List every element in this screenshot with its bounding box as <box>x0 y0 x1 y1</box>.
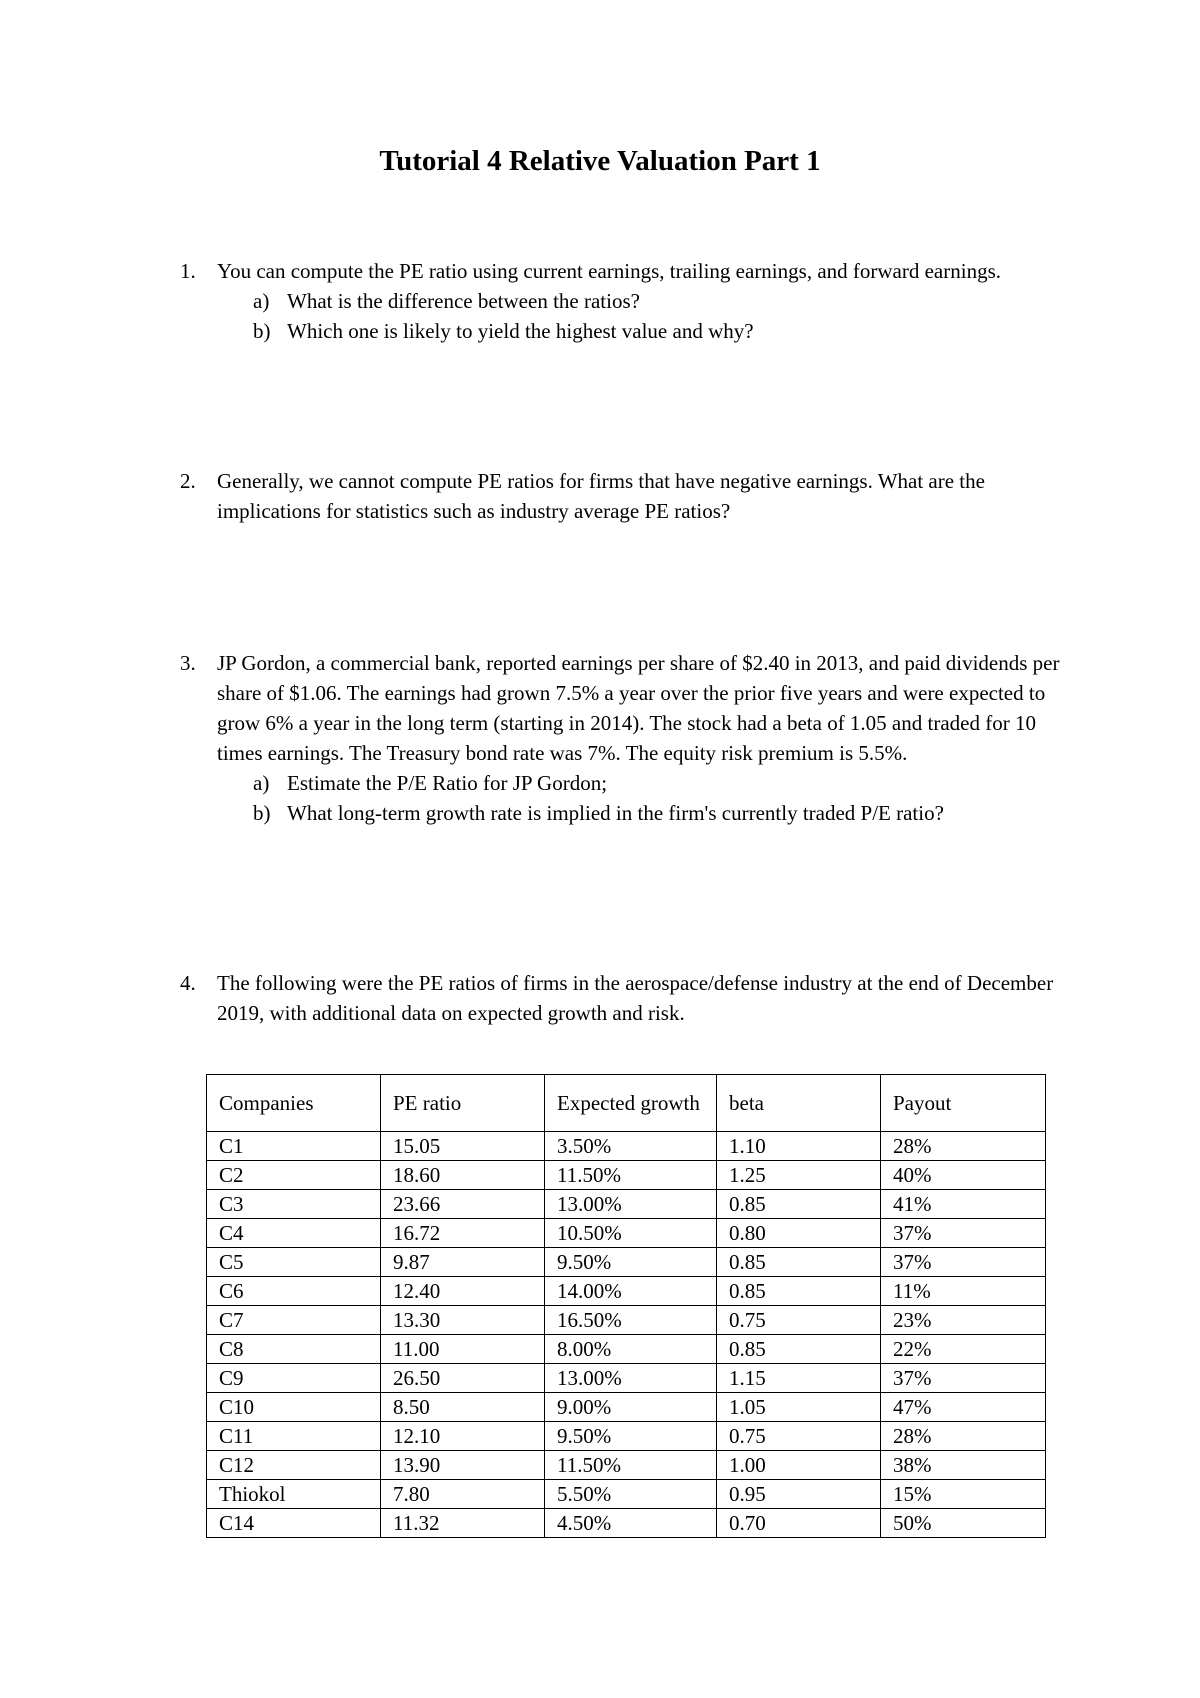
pe-ratio-cell: 16.72 <box>381 1219 545 1248</box>
company-cell: C1 <box>207 1132 381 1161</box>
company-cell: C2 <box>207 1161 381 1190</box>
company-cell: Thiokol <box>207 1480 381 1509</box>
payout-cell: 28% <box>881 1132 1046 1161</box>
header-pe-ratio: PE ratio <box>381 1075 545 1132</box>
payout-cell: 37% <box>881 1248 1046 1277</box>
company-cell: C6 <box>207 1277 381 1306</box>
expected-growth-cell: 9.50% <box>545 1422 717 1451</box>
expected-growth-cell: 16.50% <box>545 1306 717 1335</box>
beta-cell: 0.75 <box>717 1306 881 1335</box>
expected-growth-cell: 13.00% <box>545 1190 717 1219</box>
pe-ratio-cell: 18.60 <box>381 1161 545 1190</box>
beta-cell: 0.85 <box>717 1277 881 1306</box>
beta-cell: 1.00 <box>717 1451 881 1480</box>
question-number: 2. <box>180 469 196 493</box>
sub-question-text: Estimate the P/E Ratio for JP Gordon; <box>287 771 608 795</box>
payout-cell: 11% <box>881 1277 1046 1306</box>
expected-growth-cell: 13.00% <box>545 1364 717 1393</box>
question-text: You can compute the PE ratio using current earnings, trailing earnings, and forward earnings. <box>217 259 1001 283</box>
beta-cell: 1.10 <box>717 1132 881 1161</box>
table-row <box>207 1509 1046 1538</box>
question-2 <box>180 466 1060 526</box>
company-cell: C14 <box>207 1509 381 1538</box>
payout-cell: 37% <box>881 1364 1046 1393</box>
payout-cell: 28% <box>881 1422 1046 1451</box>
beta-cell: 0.80 <box>717 1219 881 1248</box>
table-row <box>207 1451 1046 1480</box>
table-row <box>207 1335 1046 1364</box>
sub-question-label: a) <box>253 289 270 313</box>
table-row <box>207 1219 1046 1248</box>
pe-ratio-cell: 8.50 <box>381 1393 545 1422</box>
payout-cell: 50% <box>881 1509 1046 1538</box>
table-row <box>207 1422 1046 1451</box>
sub-question-text: What is the difference between the ratios? <box>287 289 640 313</box>
pe-ratio-cell: 9.87 <box>381 1248 545 1277</box>
pe-ratio-cell: 12.40 <box>381 1277 545 1306</box>
company-cell: C9 <box>207 1364 381 1393</box>
pe-ratio-cell: 11.32 <box>381 1509 545 1538</box>
company-cell: C5 <box>207 1248 381 1277</box>
pe-ratio-cell: 7.80 <box>381 1480 545 1509</box>
pe-ratio-cell: 13.30 <box>381 1306 545 1335</box>
question-text: The following were the PE ratios of firms in the aerospace/defense industry at the end of December 2019, with additional data on expected growth and risk. <box>217 971 1054 1025</box>
expected-growth-cell: 8.00% <box>545 1335 717 1364</box>
question-number: 4. <box>180 971 196 995</box>
company-cell: C4 <box>207 1219 381 1248</box>
table-row <box>207 1480 1046 1509</box>
pe-ratio-table <box>206 1074 1046 1538</box>
payout-cell: 47% <box>881 1393 1046 1422</box>
company-cell: C3 <box>207 1190 381 1219</box>
pe-ratio-cell: 23.66 <box>381 1190 545 1219</box>
question-text: JP Gordon, a commercial bank, reported earnings per share of $2.40 in 2013, and paid dividends per share of $1.06. The earnings had grown 7.5% a year over the prior five years and were expected to grow 6% a year in the long term (starting in 2014). The stock had a beta of 1.05 and traded for 10 times earnings. The Treasury bond rate was 7%. The equity risk premium is 5.5%. <box>217 651 1060 765</box>
header-payout: Payout <box>881 1075 1046 1132</box>
payout-cell: 38% <box>881 1451 1046 1480</box>
expected-growth-cell: 3.50% <box>545 1132 717 1161</box>
expected-growth-cell: 11.50% <box>545 1161 717 1190</box>
table-header-row <box>207 1075 1046 1132</box>
expected-growth-cell: 10.50% <box>545 1219 717 1248</box>
company-cell: C8 <box>207 1335 381 1364</box>
beta-cell: 0.85 <box>717 1248 881 1277</box>
beta-cell: 0.70 <box>717 1509 881 1538</box>
expected-growth-cell: 14.00% <box>545 1277 717 1306</box>
company-cell: C10 <box>207 1393 381 1422</box>
table-row <box>207 1393 1046 1422</box>
question-1 <box>180 256 1060 346</box>
question-4 <box>180 968 1060 1028</box>
beta-cell: 1.25 <box>717 1161 881 1190</box>
question-number: 3. <box>180 651 196 675</box>
sub-question-a <box>253 286 1060 316</box>
table-body <box>207 1132 1046 1538</box>
sub-question-label: a) <box>253 771 270 795</box>
company-cell: C11 <box>207 1422 381 1451</box>
table-row <box>207 1277 1046 1306</box>
sub-question-text: What long-term growth rate is implied in the firm's currently traded P/E ratio? <box>287 801 944 825</box>
beta-cell: 1.15 <box>717 1364 881 1393</box>
pe-ratio-cell: 26.50 <box>381 1364 545 1393</box>
table-row <box>207 1190 1046 1219</box>
beta-cell: 0.95 <box>717 1480 881 1509</box>
payout-cell: 15% <box>881 1480 1046 1509</box>
company-cell: C7 <box>207 1306 381 1335</box>
table-row <box>207 1248 1046 1277</box>
table-row <box>207 1132 1046 1161</box>
beta-cell: 0.85 <box>717 1190 881 1219</box>
question-number: 1. <box>180 259 196 283</box>
sub-question-b <box>253 316 1060 346</box>
page-title: Tutorial 4 Relative Valuation Part 1 <box>379 145 821 177</box>
table-row <box>207 1364 1046 1393</box>
sub-question-b <box>253 798 1060 828</box>
pe-ratio-cell: 11.00 <box>381 1335 545 1364</box>
company-cell: C12 <box>207 1451 381 1480</box>
expected-growth-cell: 4.50% <box>545 1509 717 1538</box>
payout-cell: 37% <box>881 1219 1046 1248</box>
pe-ratio-cell: 12.10 <box>381 1422 545 1451</box>
beta-cell: 0.75 <box>717 1422 881 1451</box>
pe-ratio-cell: 13.90 <box>381 1451 545 1480</box>
sub-question-text: Which one is likely to yield the highest value and why? <box>287 319 754 343</box>
payout-cell: 23% <box>881 1306 1046 1335</box>
expected-growth-cell: 5.50% <box>545 1480 717 1509</box>
payout-cell: 41% <box>881 1190 1046 1219</box>
header-beta: beta <box>717 1075 881 1132</box>
payout-cell: 22% <box>881 1335 1046 1364</box>
expected-growth-cell: 9.50% <box>545 1248 717 1277</box>
header-companies: Companies <box>207 1075 381 1132</box>
beta-cell: 1.05 <box>717 1393 881 1422</box>
expected-growth-cell: 11.50% <box>545 1451 717 1480</box>
expected-growth-cell: 9.00% <box>545 1393 717 1422</box>
pe-ratio-cell: 15.05 <box>381 1132 545 1161</box>
question-3 <box>180 648 1060 828</box>
sub-question-label: b) <box>253 801 271 825</box>
table-row <box>207 1306 1046 1335</box>
sub-question-label: b) <box>253 319 271 343</box>
table-row <box>207 1161 1046 1190</box>
header-expected-growth: Expected growth <box>545 1075 717 1132</box>
payout-cell: 40% <box>881 1161 1046 1190</box>
beta-cell: 0.85 <box>717 1335 881 1364</box>
sub-question-a <box>253 768 1060 798</box>
question-text: Generally, we cannot compute PE ratios for firms that have negative earnings. What are the implications for statistics such as industry average PE ratios? <box>217 469 985 523</box>
